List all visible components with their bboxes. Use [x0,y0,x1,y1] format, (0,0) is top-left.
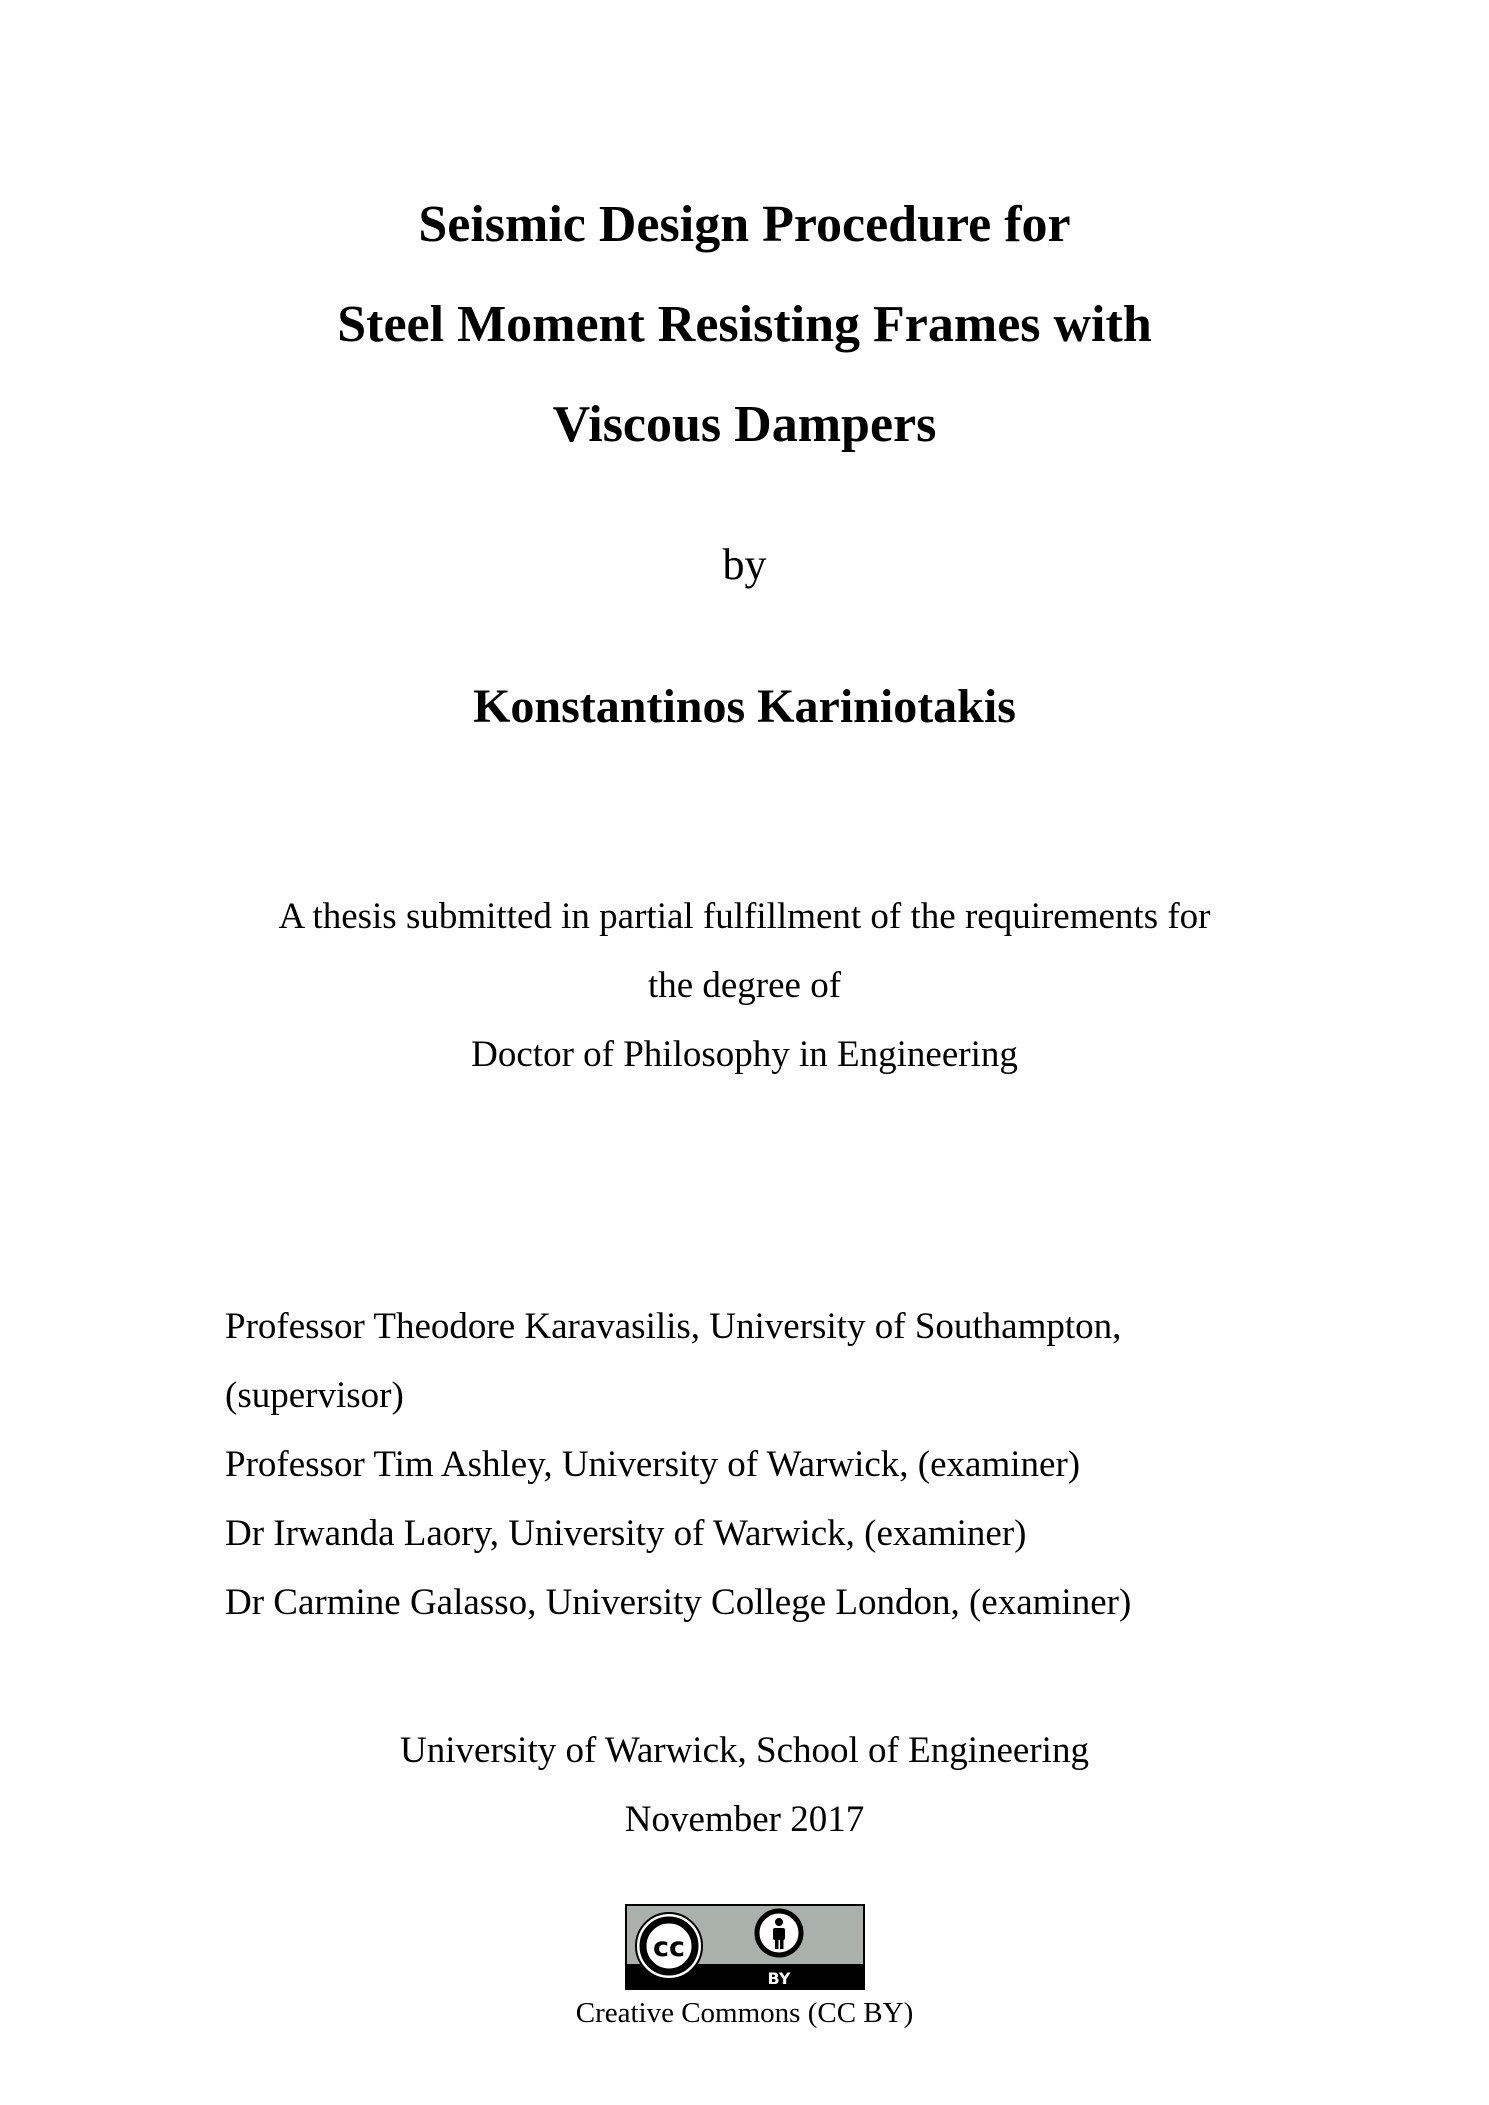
committee-line-4: Dr Irwanda Laory, University of Warwick, (examiner) [225,1513,1027,1554]
title-line-3: Viscous Dampers [552,396,937,453]
submission-date: November 2017 [624,1799,865,1840]
thesis-statement [0,882,1489,1089]
cc-by-icon [625,1904,865,1990]
attribution-person-icon [757,1911,801,1955]
thesis-statement-line-1: A thesis submitted in partial fulfillment of the requirements for [278,896,1211,937]
thesis-statement-line-2: the degree of [647,965,842,1006]
committee-line-3: Professor Tim Ashley, University of Warwick, (examiner) [225,1444,1081,1485]
license-badge-text: BY [767,1969,791,1988]
cc-logo-icon [636,1913,702,1979]
institution-block [0,1716,1489,1854]
committee-line-1: Professor Theodore Karavasilis, University of Southampton, [225,1306,1122,1347]
thesis-title [0,175,1489,475]
committee-line-2: (supervisor) [225,1375,404,1416]
institution-name: University of Warwick, School of Engineering [400,1730,1089,1771]
thesis-statement-line-3: Doctor of Philosophy in Engineering [471,1034,1018,1075]
license-caption: Creative Commons (CC BY) [575,1997,914,2029]
title-line-2: Steel Moment Resisting Frames with [337,296,1152,353]
committee-line-5: Dr Carmine Galasso, University College London, (examiner) [225,1582,1132,1623]
committee-list [225,1292,1325,1637]
by-line: by [722,540,767,589]
title-line-1: Seismic Design Procedure for [418,196,1071,253]
svg-text:cc: cc [652,1932,686,1963]
author-name: Konstantinos Kariniotakis [473,680,1016,733]
